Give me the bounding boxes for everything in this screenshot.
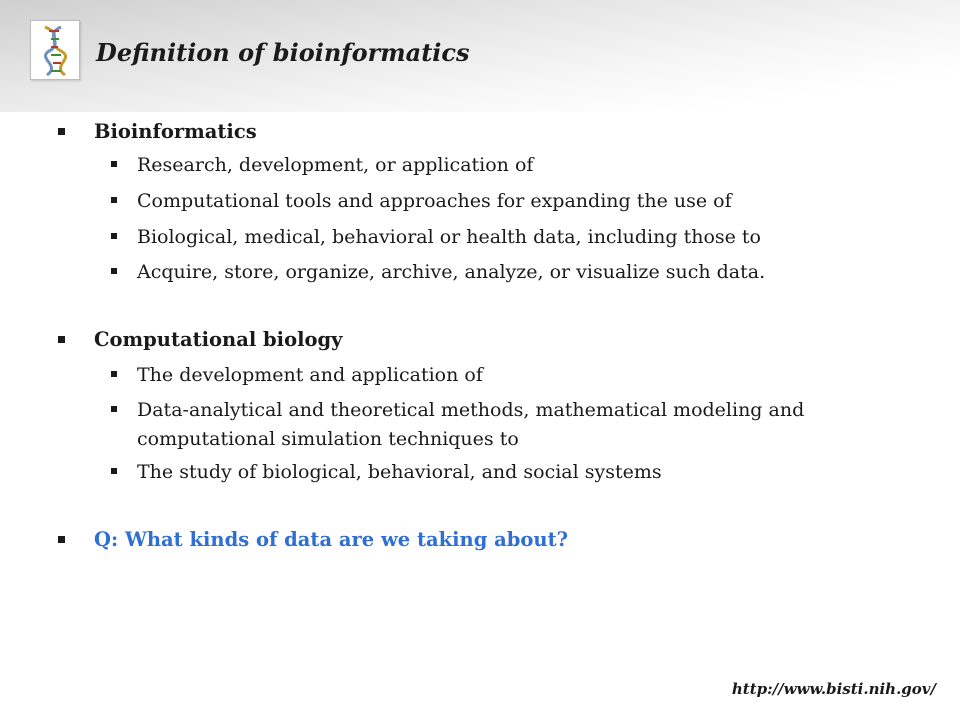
section-heading-bioinformatics: Bioinformatics <box>94 120 257 143</box>
list-item: Research, development, or application of <box>137 151 897 180</box>
source-url[interactable]: http://www.bisti.nih.gov/ <box>731 680 936 698</box>
list-item: Computational tools and approaches for expanding the use of <box>137 187 897 216</box>
section-heading-computational-biology: Computational biology <box>94 328 342 351</box>
list-item: The study of biological, behavioral, and social systems <box>137 458 897 487</box>
list-item: Biological, medical, behavioral or health data, including those to <box>137 223 897 252</box>
square-bullet-icon <box>111 233 117 239</box>
question-line: Q: What kinds of data are we taking about? <box>94 528 568 551</box>
list-item: The development and application of <box>137 361 897 390</box>
square-bullet-icon <box>111 468 117 474</box>
square-bullet-icon <box>111 268 117 274</box>
list-item: Acquire, store, organize, archive, analyze, or visualize such data. <box>137 258 897 287</box>
square-bullet-icon <box>111 197 117 203</box>
square-bullet-icon <box>58 128 65 135</box>
square-bullet-icon <box>111 161 117 167</box>
slide-title: Definition of bioinformatics <box>96 38 470 67</box>
square-bullet-icon <box>58 336 65 343</box>
dna-helix-icon <box>30 20 80 80</box>
square-bullet-icon <box>111 371 117 377</box>
list-item: Data-analytical and theoretical methods, mathematical modeling and computational simulation techniques to <box>137 396 887 454</box>
square-bullet-icon <box>58 536 65 543</box>
square-bullet-icon <box>111 406 117 412</box>
